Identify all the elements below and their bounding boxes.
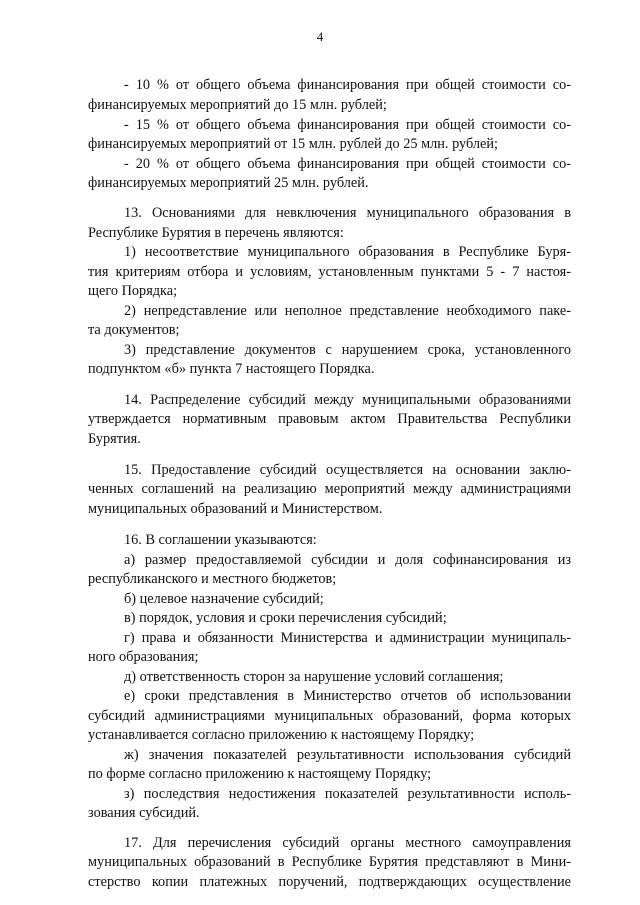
- paragraph-14-first-line: 14. Распределение субсидий между муниципальными образованиями: [124, 392, 571, 408]
- text-line: ченных соглашений на реализацию мероприятий между администрациями: [88, 481, 571, 497]
- text-line: 1) несоответствие муниципального образования в Республике Буря-: [124, 244, 571, 260]
- text-line: утверждается нормативным правовым актом Правительства Республики: [88, 411, 571, 427]
- text-line: Бурятия.: [88, 431, 141, 447]
- text-line: ж) значения показателей результативности использования субсидий: [124, 747, 571, 763]
- text-line: а) размер предоставляемой субсидии и доля софинансирования из: [124, 552, 571, 568]
- text-line: та документов;: [88, 322, 180, 338]
- text-line: - 15 % от общего объема финансирования при общей стоимости со-: [124, 117, 571, 133]
- text-line: финансируемых мероприятий 25 млн. рублей.: [88, 175, 369, 191]
- text-line: в) порядок, условия и сроки перечисления субсидий;: [124, 610, 447, 626]
- text-line: - 10 % от общего объема финансирования при общей стоимости со-: [124, 77, 571, 93]
- text-line: зования субсидий.: [88, 805, 200, 821]
- text-line: е) сроки представления в Министерство отчетов об использовании: [124, 688, 571, 704]
- text-line: республиканского и местного бюджетов;: [88, 571, 337, 587]
- text-line: субсидий администрациями муниципальных образований, форма которых: [88, 708, 571, 724]
- paragraph-13-first-line: 13. Основаниями для невключения муниципального образования в: [124, 205, 571, 221]
- page-number: 4: [316, 29, 324, 44]
- text-line: устанавливается согласно приложению к настоящему Порядку;: [88, 727, 475, 743]
- text-line: муниципальных образований в Республике Бурятия представляют в Мини-: [88, 854, 571, 870]
- text-line: д) ответственность сторон за нарушение условий соглашения;: [124, 669, 504, 685]
- text-line: финансируемых мероприятий от 15 млн. рублей до 25 млн. рублей;: [88, 136, 499, 152]
- text-line: - 20 % от общего объема финансирования при общей стоимости со-: [124, 156, 571, 172]
- text-line: 3) представление документов с нарушением срока, установленного: [124, 342, 571, 358]
- text-line: муниципальных образований и Министерством.: [88, 501, 383, 517]
- text-line: з) последствия недостижения показателей результативности исполь-: [124, 786, 571, 802]
- text-line: Республике Бурятия в перечень являются:: [88, 225, 344, 241]
- paragraph-15-first-line: 15. Предоставление субсидий осуществляется на основании заклю-: [124, 462, 571, 478]
- text-line: б) целевое назначение субсидий;: [124, 591, 324, 607]
- text-line: г) права и обязанности Министерства и администрации муниципаль-: [124, 630, 571, 646]
- text-line: по форме согласно приложению к настоящему Порядку;: [88, 766, 432, 782]
- text-line: подпунктом «б» пункта 7 настоящего Порядка.: [88, 361, 375, 377]
- text-line: 2) непредставление или неполное представление необходимого паке-: [124, 303, 571, 319]
- text-line: стерство копии платежных поручений, подтверждающих осуществление: [88, 874, 571, 890]
- text-line: ного образования;: [88, 649, 199, 665]
- text-line: тия критериям отбора и условиям, установленным пунктами 5 - 7 настоя-: [88, 264, 571, 280]
- paragraph-16-first-line: 16. В соглашении указываются:: [124, 532, 317, 548]
- text-line: щего Порядка;: [88, 283, 178, 299]
- text-line: финансируемых мероприятий до 15 млн. рублей;: [88, 97, 387, 113]
- paragraph-17-first-line: 17. Для перечисления субсидий органы местного самоуправления: [124, 835, 571, 851]
